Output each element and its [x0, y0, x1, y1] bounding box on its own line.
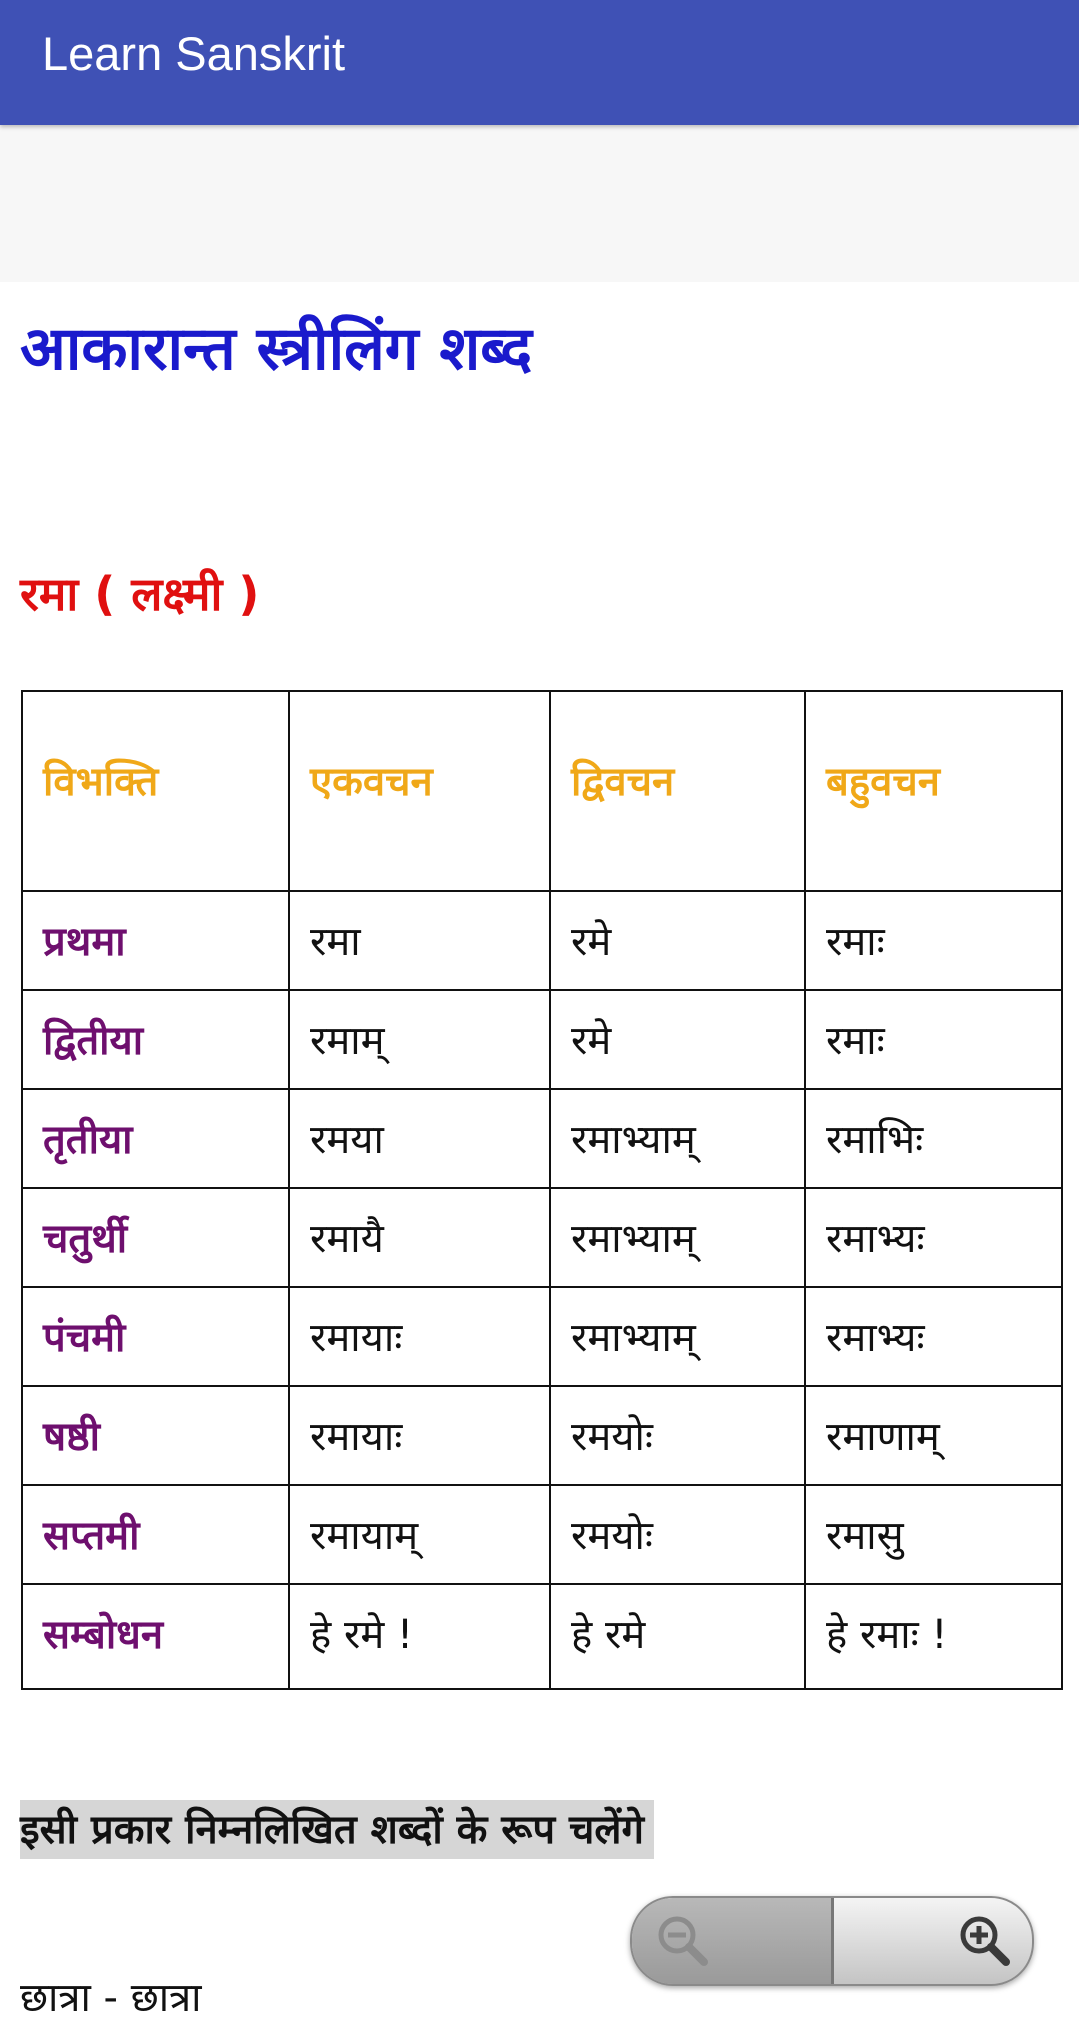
header-dvivachan: द्विवचन — [550, 691, 805, 891]
form-cell: रमाम् — [289, 990, 550, 1089]
form-cell: रमयोः — [550, 1485, 805, 1584]
table-row — [22, 1188, 1062, 1287]
page-title: आकारान्त स्त्रीलिंग शब्द — [20, 314, 533, 384]
case-label: पंचमी — [22, 1287, 289, 1386]
ad-banner-area — [0, 125, 1079, 282]
header-ekavachan: एकवचन — [289, 691, 550, 891]
similar-words-note: इसी प्रकार निम्नलिखित शब्दों के रूप चलेंगे — [20, 1800, 654, 1859]
form-cell: रमे — [550, 891, 805, 990]
zoom-out-icon — [654, 1912, 710, 1968]
word-title: रमा ( लक्ष्मी ) — [20, 567, 260, 621]
form-cell: रमायाः — [289, 1287, 550, 1386]
case-label: प्रथमा — [22, 891, 289, 990]
case-label: द्वितीया — [22, 990, 289, 1089]
table-row — [22, 1584, 1062, 1689]
table-row — [22, 1485, 1062, 1584]
form-cell: हे रमाः ! — [805, 1584, 1062, 1689]
form-cell: रमाः — [805, 891, 1062, 990]
form-cell: रमे — [550, 990, 805, 1089]
declension-table — [21, 690, 1063, 1690]
form-cell: रमा — [289, 891, 550, 990]
app-title: Learn Sanskrit — [42, 27, 346, 80]
form-cell: रमाभ्याम् — [550, 1188, 805, 1287]
case-label: षष्ठी — [22, 1386, 289, 1485]
case-label: तृतीया — [22, 1089, 289, 1188]
case-label: सम्बोधन — [22, 1584, 289, 1689]
form-cell: रमासु — [805, 1485, 1062, 1584]
case-label: चतुर्थी — [22, 1188, 289, 1287]
table-row — [22, 891, 1062, 990]
app-bar — [0, 0, 1079, 125]
zoom-in-icon — [956, 1912, 1012, 1968]
header-vibhakti: विभक्ति — [22, 691, 289, 891]
table-row — [22, 1287, 1062, 1386]
header-bahuvachan: बहुवचन — [805, 691, 1062, 891]
form-cell: रमाणाम् — [805, 1386, 1062, 1485]
case-label: सप्तमी — [22, 1485, 289, 1584]
zoom-controls — [630, 1896, 1034, 1986]
form-cell: रमायाम् — [289, 1485, 550, 1584]
form-cell: हे रमे ! — [289, 1584, 550, 1689]
form-cell: रमयोः — [550, 1386, 805, 1485]
zoom-out-button[interactable] — [632, 1898, 834, 1984]
form-cell: रमया — [289, 1089, 550, 1188]
form-cell: रमायै — [289, 1188, 550, 1287]
form-cell: रमाभ्यः — [805, 1287, 1062, 1386]
table-row — [22, 1089, 1062, 1188]
form-cell: रमायाः — [289, 1386, 550, 1485]
zoom-in-button[interactable] — [834, 1898, 1033, 1984]
table-row — [22, 1386, 1062, 1485]
form-cell: रमाभ्यः — [805, 1188, 1062, 1287]
example-word-line: छात्रा - छात्रा — [20, 1975, 202, 2021]
table-row — [22, 990, 1062, 1089]
form-cell: रमाः — [805, 990, 1062, 1089]
form-cell: रमाभ्याम् — [550, 1287, 805, 1386]
form-cell: हे रमे — [550, 1584, 805, 1689]
form-cell: रमाभ्याम् — [550, 1089, 805, 1188]
form-cell: रमाभिः — [805, 1089, 1062, 1188]
table-header-row — [22, 691, 1062, 891]
